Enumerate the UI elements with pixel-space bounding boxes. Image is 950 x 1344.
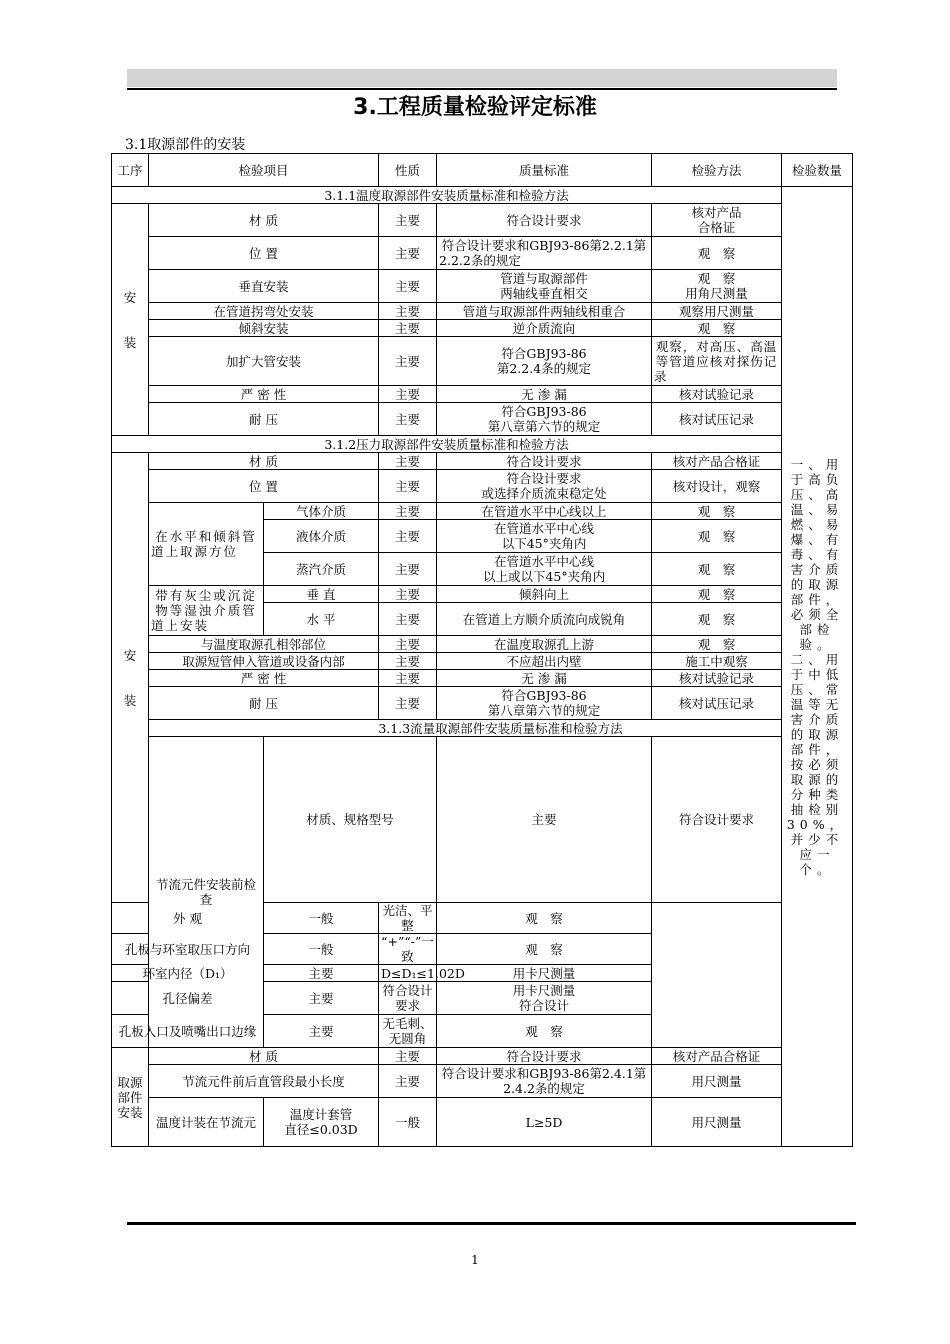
item-cell: 取源短管伸入管道或设备内部: [149, 653, 379, 670]
standard-cell: 符合GBJ93-86 第2.2.4条的规定: [437, 337, 652, 386]
method-cell: 观察用尺测量: [652, 303, 782, 320]
header-standard: 质量标准: [437, 154, 652, 187]
subsection-row: [112, 187, 853, 204]
inspection-table: [111, 153, 853, 1147]
header-item: 检验项目: [149, 154, 379, 187]
standard-cell: 逆介质流向: [437, 320, 652, 337]
nature-cell: 主要: [379, 386, 437, 403]
nature-cell: 主要: [379, 586, 437, 603]
item-cell: 液体介质: [264, 520, 379, 553]
table-row: [112, 636, 853, 653]
group-label: 温度计装在节流元: [149, 1098, 264, 1147]
table-row: [112, 965, 853, 982]
nature-cell: 主要: [379, 603, 437, 636]
item-cell: 耐 压: [149, 403, 379, 436]
proc-label: 安 装: [112, 453, 149, 903]
header-nature: 性质: [379, 154, 437, 187]
item-cell: 水 平: [264, 603, 379, 636]
standard-cell: 管道与取源部件 两轴线垂直相交: [437, 270, 652, 303]
table-row: [112, 1065, 853, 1098]
standard-cell: 倾斜向上: [437, 586, 652, 603]
method-cell: 观 察 用角尺测量: [652, 270, 782, 303]
nature-cell: 主要: [379, 503, 437, 520]
method-cell: 观 察: [652, 503, 782, 520]
nature-cell: 主要: [379, 270, 437, 303]
standard-cell: 在管道水平中心线以上: [437, 503, 652, 520]
item-cell: 位 置: [149, 237, 379, 270]
table-row: [112, 303, 853, 320]
item-cell: 孔径偏差: [112, 982, 264, 1015]
table-row: [112, 982, 853, 1015]
method-cell: 观 察: [652, 320, 782, 337]
standard-cell: 符合设计要求: [437, 1048, 652, 1065]
proc-label: 取源部件安装: [112, 1048, 149, 1147]
header-qty: 检验数量: [782, 154, 853, 187]
item-cell: 蒸汽介质: [264, 553, 379, 586]
table-row: [112, 320, 853, 337]
nature-cell: 主要: [379, 403, 437, 436]
method-cell: 施工中观察: [652, 653, 782, 670]
nature-cell: 主要: [437, 737, 652, 903]
method-cell: 用卡尺测量: [437, 965, 652, 982]
nature-cell: 一般: [379, 1098, 437, 1147]
header-rule: [127, 88, 837, 90]
item-cell: 环室内径（D₁）: [112, 965, 264, 982]
standard-cell: 符合设计要求和GBJ93-86第2.4.1第2.4.2条的规定: [437, 1065, 652, 1098]
item-cell: 严 密 性: [149, 386, 379, 403]
quantity-notes: 一、用于高负压、高温、易燃、易爆、有毒、有害介质的取源部件，必须全部检验。二、用于中低压、常温等无害介质的取源部件，按必须取源的分种类抽检别30%，并少不应一个。: [782, 187, 853, 1147]
method-cell: 用卡尺测量 符合设计: [437, 982, 652, 1015]
item-cell: 垂 直: [264, 586, 379, 603]
header-proc: 工序: [112, 154, 149, 187]
method-cell: 核对试压记录: [652, 687, 782, 720]
subsection-title: 3.1.2压力取源部件安装质量标准和检验方法: [112, 436, 782, 453]
group-label: 带有灰尘或沉淀物等湿浊介质管道上安装: [149, 586, 264, 636]
standard-cell: 管道与取源部件两轴线相重合: [437, 303, 652, 320]
nature-cell: 主要: [379, 1065, 437, 1098]
method-cell: 观 察: [652, 520, 782, 553]
proc-label: 节流元件安装前检查: [149, 737, 264, 1048]
method-cell: 观 察: [437, 1015, 652, 1048]
standard-cell: 符合设计要求 或选择介质流束稳定处: [437, 470, 652, 503]
nature-cell: 主要: [379, 1048, 437, 1065]
standard-cell: 符合设计要求: [379, 982, 437, 1015]
standard-cell: 在温度取源孔上游: [437, 636, 652, 653]
item-cell: 垂直安装: [149, 270, 379, 303]
header-method: 检验方法: [652, 154, 782, 187]
page-title: 3.工程质量检验评定标准: [353, 95, 597, 120]
standard-cell: 符合设计要求和GBJ93-86第2.2.1第2.2.2条的规定: [437, 237, 652, 270]
item-cell: 材质、规格型号: [264, 737, 437, 903]
item-cell: 节流元件前后直管段最小长度: [149, 1065, 379, 1098]
nature-cell: 主要: [379, 303, 437, 320]
table-header-row: [112, 154, 853, 187]
table-row: [112, 386, 853, 403]
standard-cell: “+”“-”一致: [379, 934, 437, 965]
method-cell: 观 察: [652, 237, 782, 270]
method-cell: 核对产品合格证: [652, 1048, 782, 1065]
standard-cell: D≤D₁≤1.02D: [379, 965, 437, 982]
item-cell: 与温度取源孔相邻部位: [149, 636, 379, 653]
item-cell: 气体介质: [264, 503, 379, 520]
standard-cell: 无 渗 漏: [437, 386, 652, 403]
nature-cell: 主要: [379, 687, 437, 720]
table-row: [112, 453, 853, 470]
method-cell: 观察，对高压、高温等管道应核对探伤记录: [652, 337, 782, 386]
item-cell: 在管道拐弯处安装: [149, 303, 379, 320]
nature-cell: 主要: [379, 520, 437, 553]
standard-cell: 符合设计要求: [437, 204, 652, 237]
method-cell: 核对试压记录: [652, 403, 782, 436]
item-cell: 位 置: [149, 470, 379, 503]
table-row: [112, 1015, 853, 1048]
subsection-title: 3.1.3流量取源部件安装质量标准和检验方法: [149, 720, 853, 737]
method-cell: 观 察: [437, 903, 652, 934]
nature-cell: 主要: [379, 653, 437, 670]
method-cell: 核对产品合格证: [652, 453, 782, 470]
table-row: [112, 670, 853, 687]
nature-cell: 主要: [379, 337, 437, 386]
method-cell: 用尺测量: [652, 1065, 782, 1098]
standard-cell: 符合GBJ93-86 第八章第六节的规定: [437, 403, 652, 436]
method-cell: 核对试验记录: [652, 670, 782, 687]
nature-cell: 主要: [379, 237, 437, 270]
nature-cell: 主要: [379, 453, 437, 470]
item-cell: 材 质: [149, 1048, 379, 1065]
table-row: [112, 586, 853, 603]
table-row: [112, 503, 853, 520]
table-row: [112, 237, 853, 270]
standard-cell: 在管道水平中心线 以下45°夹角内: [437, 520, 652, 553]
item-cell: 孔板与环室取压口方向: [112, 934, 264, 965]
table-row: [112, 737, 853, 903]
nature-cell: 主要: [264, 982, 379, 1015]
standard-cell: L≥5D: [437, 1098, 652, 1147]
item-cell: 温度计套管 直径≤0.03D: [264, 1098, 379, 1147]
page-number: 1: [471, 1253, 479, 1267]
item-cell: 材 质: [149, 453, 379, 470]
standard-cell: 光洁、平整: [379, 903, 437, 934]
footer-rule: [127, 1222, 856, 1225]
table-row: [112, 903, 853, 934]
table-row: [112, 934, 853, 965]
method-cell: 核对设计，观察: [652, 470, 782, 503]
method-cell: 观 察: [437, 934, 652, 965]
table-row: [112, 687, 853, 720]
header-bar: [127, 69, 837, 87]
method-cell: 观 察: [652, 586, 782, 603]
item-cell: 严 密 性: [149, 670, 379, 687]
table-row: [112, 204, 853, 237]
subsection-row: [112, 720, 853, 737]
nature-cell: 主要: [379, 204, 437, 237]
nature-cell: 主要: [264, 965, 379, 982]
standard-cell: 符合设计要求: [652, 737, 782, 903]
table-row: [112, 1098, 853, 1147]
item-cell: 耐 压: [149, 687, 379, 720]
method-cell: 用尺测量: [652, 1098, 782, 1147]
table-row: [112, 470, 853, 503]
nature-cell: 主要: [379, 553, 437, 586]
item-cell: 加扩大管安装: [149, 337, 379, 386]
nature-cell: 主要: [264, 1015, 379, 1048]
standard-cell: 符合设计要求: [437, 453, 652, 470]
nature-cell: 主要: [379, 636, 437, 653]
subsection-title: 3.1.1温度取源部件安装质量标准和检验方法: [112, 187, 782, 204]
nature-cell: 主要: [379, 320, 437, 337]
standard-cell: 无毛刺、无圆角: [379, 1015, 437, 1048]
item-cell: 孔板入口及喷嘴出口边缘: [112, 1015, 264, 1048]
table-row: [112, 270, 853, 303]
standard-cell: 不应超出内壁: [437, 653, 652, 670]
method-cell: 核对产品 合格证: [652, 204, 782, 237]
table-row: [112, 403, 853, 436]
nature-cell: 主要: [379, 670, 437, 687]
method-cell: 观 察: [652, 553, 782, 586]
item-cell: 倾斜安装: [149, 320, 379, 337]
section-heading: 3.1取源部件的安装: [125, 137, 246, 153]
table-row: [112, 1048, 853, 1065]
method-cell: 核对试验记录: [652, 386, 782, 403]
table-row: [112, 337, 853, 386]
subsection-row: [112, 436, 853, 453]
nature-cell: 主要: [379, 470, 437, 503]
table-row: [112, 653, 853, 670]
standard-cell: 无 渗 漏: [437, 670, 652, 687]
standard-cell: 符合GBJ93-86 第八章第六节的规定: [437, 687, 652, 720]
group-label: 在水平和倾斜管道上取源方位: [149, 503, 264, 586]
nature-cell: 一般: [264, 903, 379, 934]
method-cell: 观 察: [652, 603, 782, 636]
standard-cell: 在管道水平中心线 以上或以下45°夹角内: [437, 553, 652, 586]
nature-cell: 一般: [264, 934, 379, 965]
item-cell: 材 质: [149, 204, 379, 237]
method-cell: 观 察: [652, 636, 782, 653]
standard-cell: 在管道上方顺介质流向成锐角: [437, 603, 652, 636]
item-cell: 外 观: [112, 903, 264, 934]
proc-label: 安 装: [112, 204, 149, 436]
